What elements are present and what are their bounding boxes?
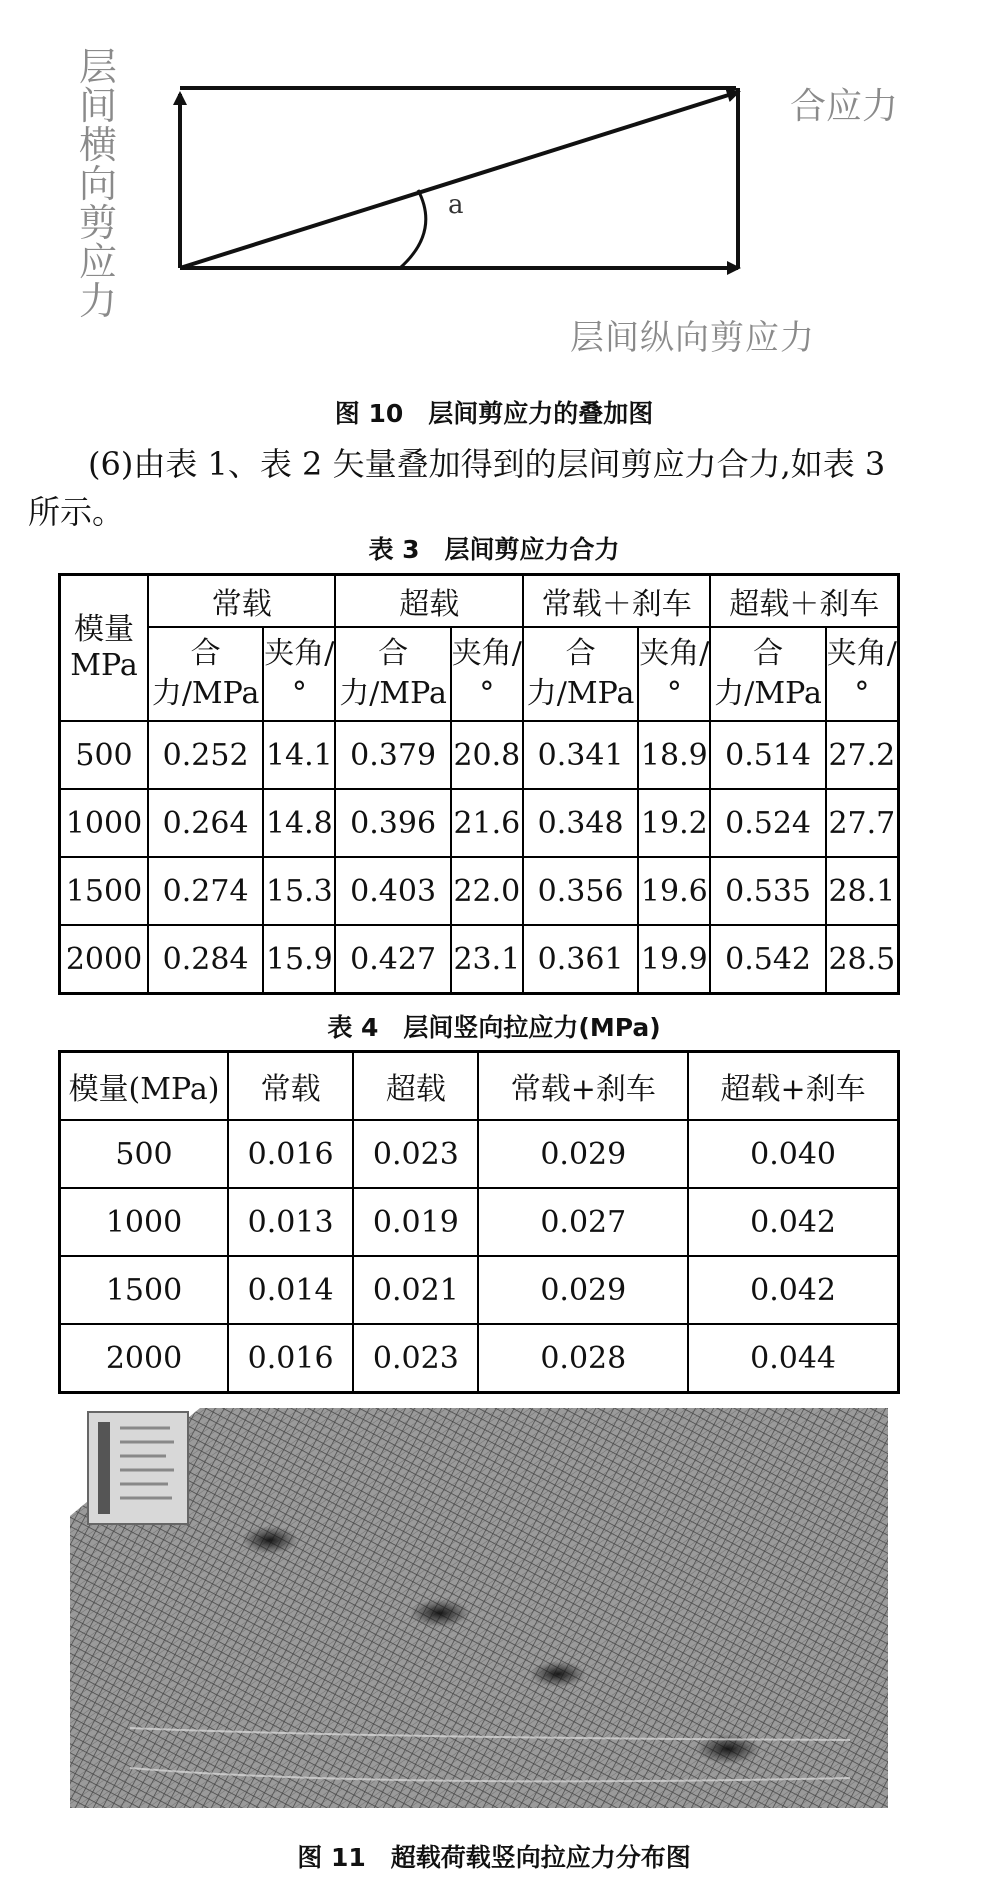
value-cell: 0.535 [710,857,825,925]
table-3 [58,573,900,995]
column-header: 模量(MPa) [60,1052,229,1121]
vector-diagram [0,0,988,370]
modulus-cell: 500 [60,1120,229,1188]
modulus-cell: 1500 [60,1256,229,1324]
figure-11-caption: 图 11 超载荷载竖向拉应力分布图 [297,1843,691,1872]
value-cell: 21.6 [451,789,523,857]
value-cell: 0.396 [335,789,450,857]
corner-header: 模量MPa [60,575,149,722]
modulus-cell: 2000 [60,1324,229,1393]
value-cell: 27.2 [826,721,899,789]
group-header: 超载＋刹车 [710,575,898,628]
value-cell: 20.8 [451,721,523,789]
table-header-row [60,1052,899,1121]
value-cell: 0.274 [148,857,263,925]
table-row [60,721,899,789]
column-header: 超载+刹车 [688,1052,898,1121]
resultant-label: 合应力 [790,86,899,127]
value-cell: 0.356 [523,857,638,925]
stress-contour-image [70,1408,888,1816]
value-cell: 28.5 [826,925,899,994]
resultant-vector [180,92,738,268]
table-row [60,1188,899,1256]
value-cell: 19.2 [638,789,710,857]
sub-header-force: 合力/MPa [148,627,263,721]
value-cell: 0.019 [353,1188,478,1256]
column-header: 常载 [228,1052,353,1121]
group-header: 超载 [335,575,522,628]
table-3-title: 表 3 层间剪应力合力 [368,535,620,564]
value-cell: 22.0 [451,857,523,925]
value-cell: 19.9 [638,925,710,994]
value-cell: 14.8 [263,789,335,857]
stress-hotspot [242,1526,298,1554]
column-header: 超载 [353,1052,478,1121]
modulus-cell: 1000 [60,1188,229,1256]
body-paragraph [28,440,968,536]
paragraph-line-2: 所示。 [28,493,125,531]
sub-header-angle: 夹角/° [638,627,710,721]
longitudinal-shear-label: 层间纵向剪应力 [570,318,815,358]
sub-header-force: 合力/MPa [710,627,825,721]
group-header: 常载＋刹车 [523,575,710,628]
value-cell: 0.361 [523,925,638,994]
figure-10-caption: 图 10 层间剪应力的叠加图 [334,399,654,428]
stress-hotspot [410,1599,470,1627]
value-cell: 0.284 [148,925,263,994]
table-row [60,857,899,925]
value-cell: 0.341 [523,721,638,789]
angle-label: a [448,190,464,220]
stress-hotspot [530,1661,586,1687]
value-cell: 0.027 [478,1188,688,1256]
value-cell: 27.7 [826,789,899,857]
table-row [60,925,899,994]
figure-10 [0,0,988,370]
value-cell: 0.379 [335,721,450,789]
column-header: 常载+刹车 [478,1052,688,1121]
value-cell: 0.014 [228,1256,353,1324]
sub-header-angle: 夹角/° [451,627,523,721]
value-cell: 15.9 [263,925,335,994]
table-row [60,1120,899,1188]
value-cell: 0.348 [523,789,638,857]
value-cell: 0.023 [353,1120,478,1188]
angle-arc [400,190,426,268]
value-cell: 14.1 [263,721,335,789]
table-4 [58,1050,900,1394]
value-cell: 0.403 [335,857,450,925]
value-cell: 0.514 [710,721,825,789]
group-header: 常载 [148,575,335,628]
value-cell: 0.044 [688,1324,898,1393]
value-cell: 0.029 [478,1256,688,1324]
value-cell: 0.042 [688,1256,898,1324]
value-cell: 15.3 [263,857,335,925]
value-cell: 0.427 [335,925,450,994]
transverse-shear-label: 层 间 横 向 剪 应 力 [78,45,117,323]
value-cell: 0.040 [688,1120,898,1188]
value-cell: 18.9 [638,721,710,789]
value-cell: 28.1 [826,857,899,925]
sub-header-angle: 夹角/° [263,627,335,721]
value-cell: 0.016 [228,1324,353,1393]
value-cell: 0.023 [353,1324,478,1393]
table-4-title: 表 4 层间竖向拉应力(MPa) [327,1013,661,1042]
sub-header-force: 合力/MPa [335,627,450,721]
value-cell: 0.042 [688,1188,898,1256]
sub-header-force: 合力/MPa [523,627,638,721]
table-row [60,1256,899,1324]
legend-colorbar [98,1422,110,1514]
value-cell: 23.1 [451,925,523,994]
value-cell: 0.524 [710,789,825,857]
value-cell: 0.542 [710,925,825,994]
table-row [60,789,899,857]
modulus-cell: 2000 [60,925,149,994]
value-cell: 0.029 [478,1120,688,1188]
value-cell: 0.264 [148,789,263,857]
sub-header-angle: 夹角/° [826,627,899,721]
value-cell: 0.013 [228,1188,353,1256]
value-cell: 0.016 [228,1120,353,1188]
paragraph-line-1: (6)由表 1、表 2 矢量叠加得到的层间剪应力合力,如表 3 [88,445,886,483]
value-cell: 0.252 [148,721,263,789]
value-cell: 0.028 [478,1324,688,1393]
modulus-cell: 1500 [60,857,149,925]
figure-11 [70,1408,888,1816]
value-cell: 0.021 [353,1256,478,1324]
table-row [60,1324,899,1393]
modulus-cell: 1000 [60,789,149,857]
value-cell: 19.6 [638,857,710,925]
mesh-overlay [70,1408,888,1808]
modulus-cell: 500 [60,721,149,789]
